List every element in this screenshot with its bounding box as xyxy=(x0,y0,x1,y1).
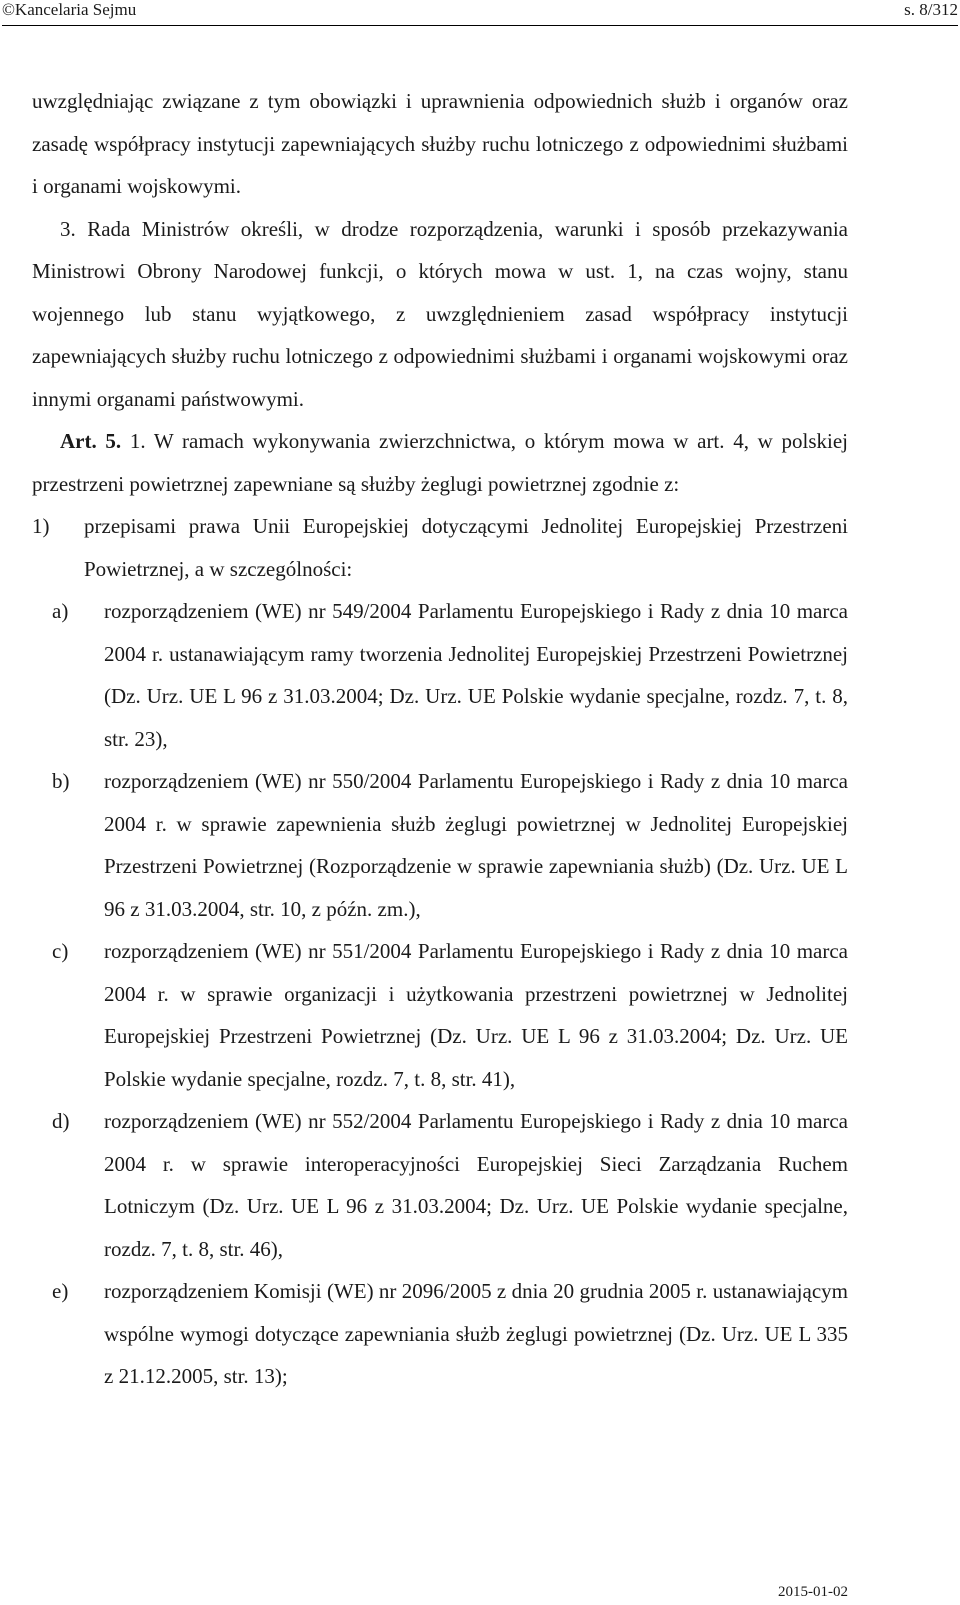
list-item-letter-a xyxy=(52,590,848,760)
paragraph-section-3: 3. Rada Ministrów określi, w drodze rozporządzenia, warunki i sposób przekazywania Ministrowi Obrony Narodowej funkcji, o których mowa w ust. 1, na czas wojny, stanu wojennego lub stanu wyjątkowego, z uwzględnieniem zasad współpracy instytucji zapewniających służby ruchu lotniczego z odpowiednimi służbami i organami wojskowymi oraz innymi organami państwowymi. xyxy=(32,216,848,411)
document-body xyxy=(32,80,848,1398)
letter-text: rozporządzeniem (WE) nr 551/2004 Parlamentu Europejskiego i Rady z dnia 10 marca 2004 r. w sprawie organizacji i użytkowania przestrzeni powietrznej w Jednolitej Europejskiej Przestrzeni Powietrznej (Dz. Urz. UE L 96 z 31.03.2004; Dz. Urz. UE Polskie wydanie specjalne, rozdz. 7, t. 8, str. 41), xyxy=(104,939,848,1091)
letter-marker: b) xyxy=(52,769,70,793)
point-marker: 1) xyxy=(32,514,50,538)
list-item-point-1 xyxy=(32,505,848,590)
article-label: Art. 5. xyxy=(60,429,122,453)
point-text: przepisami prawa Unii Europejskiej dotyczącymi Jednolitej Europejskiej Przestrzeni Powietrznej, a w szczególności: xyxy=(84,514,848,581)
letter-marker: a) xyxy=(52,599,69,623)
letter-marker: c) xyxy=(52,939,69,963)
list-item-letter-e xyxy=(52,1270,848,1398)
page-header xyxy=(2,0,958,26)
page-number: s. 8/312 xyxy=(904,0,958,19)
list-item-letter-c xyxy=(52,930,848,1100)
footer-date: 2015-01-02 xyxy=(778,1584,848,1600)
letter-text: rozporządzeniem (WE) nr 552/2004 Parlamentu Europejskiego i Rady z dnia 10 marca 2004 r. w sprawie interoperacyjności Europejskiej Sieci Zarządzania Ruchem Lotniczym (Dz. Urz. UE L 96 z 31.03.2004; Dz. Urz. UE Polskie wydanie specjalne, rozdz. 7, t. 8, str. 46), xyxy=(104,1109,848,1261)
letter-marker: e) xyxy=(52,1279,69,1303)
source-label: ©Kancelaria Sejmu xyxy=(2,0,137,19)
letter-text: rozporządzeniem (WE) nr 549/2004 Parlamentu Europejskiego i Rady z dnia 10 marca 2004 r. ustanawiającym ramy tworzenia Jednolitej Europejskiej Przestrzeni Powietrznej (Dz. Urz. UE L 96 z 31.03.2004; Dz. Urz. UE Polskie wydanie specjalne, rozdz. 7, t. 8, str. 23), xyxy=(104,599,848,751)
article-5-paragraph xyxy=(32,420,848,505)
letter-text: rozporządzeniem Komisji (WE) nr 2096/2005 z dnia 20 grudnia 2005 r. ustanawiającym wspólne wymogi dotyczące zapewniania służb żeglugi powietrznej (Dz. Urz. UE L 335 z 21.12.2005, str. 13); xyxy=(104,1279,848,1388)
article-text: 1. W ramach wykonywania zwierzchnictwa, o którym mowa w art. 4, w polskiej przestrzeni powietrznej zapewniane są służby żeglugi powietrznej zgodnie z: xyxy=(32,429,848,496)
letter-text: rozporządzeniem (WE) nr 550/2004 Parlamentu Europejskiego i Rady z dnia 10 marca 2004 r. w sprawie zapewnienia służb żeglugi powietrznej w Jednolitej Europejskiej Przestrzeni Powietrznej (Rozporządzenie w sprawie zapewniania służb) (Dz. Urz. UE L 96 z 31.03.2004, str. 10, z późn. zm.), xyxy=(104,769,848,921)
paragraph-continuation: uwzględniając związane z tym obowiązki i uprawnienia odpowiednich służb i organów oraz zasadę współpracy instytucji zapewniających służby ruchu lotniczego z odpowiednimi służbami i organami wojskowymi. xyxy=(32,89,848,198)
list-item-letter-d xyxy=(52,1100,848,1270)
letter-marker: d) xyxy=(52,1109,70,1133)
list-item-letter-b xyxy=(52,760,848,930)
